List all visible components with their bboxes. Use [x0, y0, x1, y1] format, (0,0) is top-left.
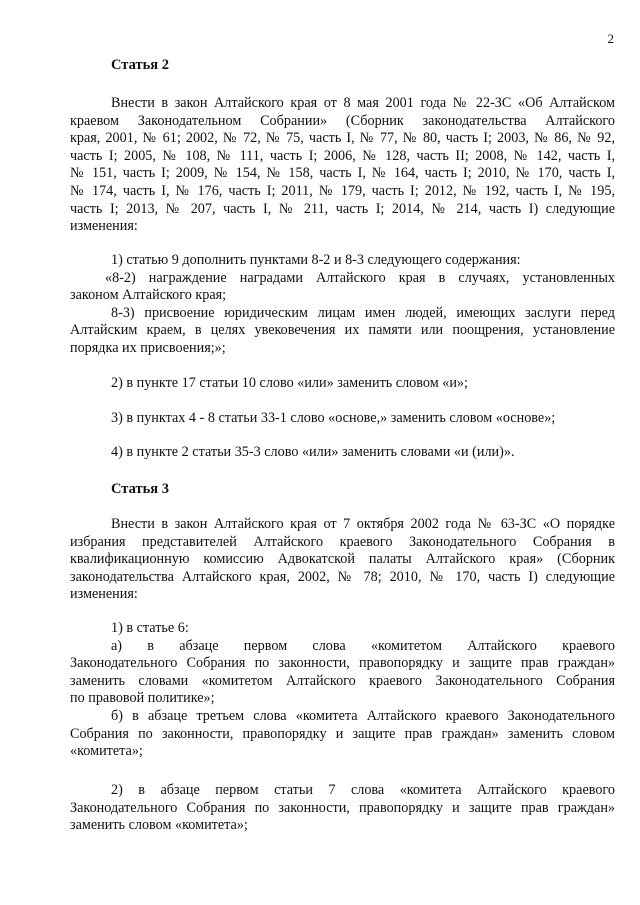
text-line: Собрания по законности, правопорядку и защите прав граждан» заменить словом — [70, 725, 615, 742]
text-line: законодательства Алтайского края, 2002, № 78; 2010, № 170, часть I) следующие — [70, 568, 615, 585]
page-number: 2 — [607, 31, 614, 46]
article-3-intro — [70, 516, 615, 604]
text-line: часть I; 2005, № 108, № 111, часть I; 2006, № 128, часть II; 2008, № 142, часть I, — [70, 147, 615, 164]
text-line: законом Алтайского края; — [70, 287, 227, 304]
text-line: Законодательного Собрания по законности, правопорядку и защите прав граждан» — [70, 655, 615, 672]
text-line: изменения: — [70, 586, 138, 603]
article-3-item-2 — [70, 782, 615, 835]
text-line: по правовой политике»; — [70, 690, 215, 707]
text-line: Алтайским краем, в целях увековечения их памяти или поощрения, установление — [70, 322, 615, 339]
article-3-item-1 — [70, 620, 615, 761]
text-line: 2) в абзаце первом статьи 7 слова «комитета Алтайского краевого — [111, 782, 615, 798]
text-line: 4) в пункте 2 статьи 35-3 слово «или» заменить словами «и (или)». — [111, 444, 515, 460]
text-line: края, 2001, № 61; 2002, № 72, № 75, часть I, № 77, № 80, часть I; 2003, № 86, № 92, — [70, 130, 615, 147]
text-line: № 174, часть I, № 176, часть I; 2011, № 179, часть I; 2012, № 192, часть I, № 195, — [70, 182, 615, 199]
text-line: заменить словом «комитета»; — [70, 817, 248, 834]
text-line: 3) в пунктах 4 - 8 статьи 33-1 слово «основе,» заменить словом «основе»; — [111, 410, 556, 426]
text-line: квалификационную комиссию Адвокатской палаты Алтайского края» (Сборник — [70, 551, 615, 568]
article-2-title: Статья 2 — [111, 57, 169, 73]
text-line: изменения: — [70, 218, 138, 235]
text-line: 2) в пункте 17 статьи 10 слово «или» заменить словом «и»; — [111, 375, 468, 391]
text-line: Законодательного Собрания по законности, правопорядку и защите прав граждан» — [70, 799, 615, 816]
text-line: порядка их присвоения;»; — [70, 339, 226, 356]
text-line: 8-3) присвоение юридическим лицам имен людей, имеющих заслуги перед — [111, 304, 615, 321]
text-line: краевом Законодательном Собрании» (Сборник законодательства Алтайского — [70, 112, 615, 129]
article-2-item-4 — [70, 444, 615, 462]
text-line: б) в абзаце третьем слова «комитета Алтайского краевого Законодательного — [111, 707, 615, 724]
text-line: заменить словами «комитетом Алтайского краевого Законодательного Собрания — [70, 672, 615, 689]
article-2-item-3 — [70, 410, 615, 428]
text-line: «комитета»; — [70, 743, 143, 760]
text-line: № 151, часть I; 2009, № 154, № 158, часть I, № 164, часть I; 2010, № 170, часть I, — [70, 165, 615, 182]
text-line: Внести в закон Алтайского края от 8 мая 2001 года № 22-ЗС «Об Алтайском — [111, 95, 615, 111]
text-line: «8-2) награждение наградами Алтайского края в случаях, установленных — [105, 269, 615, 286]
article-2-intro — [70, 95, 615, 236]
text-line: 1) в статье 6: — [111, 620, 189, 636]
article-2-item-2 — [70, 375, 615, 393]
article-2-item-1 — [70, 252, 615, 358]
text-line: Внести в закон Алтайского края от 7 октября 2002 года № 63-ЗС «О порядке — [111, 516, 615, 532]
article-3-title: Статья 3 — [111, 481, 169, 497]
text-line: часть I; 2013, № 207, часть I, № 211, часть I; 2014, № 214, часть I) следующие — [70, 200, 615, 217]
text-line: 1) статью 9 дополнить пунктами 8-2 и 8-3 следующего содержания: — [111, 252, 521, 268]
text-line: избрания представителей Алтайского краевого Законодательного Собрания в — [70, 533, 615, 550]
text-line: а) в абзаце первом слова «комитетом Алтайского краевого — [111, 637, 615, 654]
